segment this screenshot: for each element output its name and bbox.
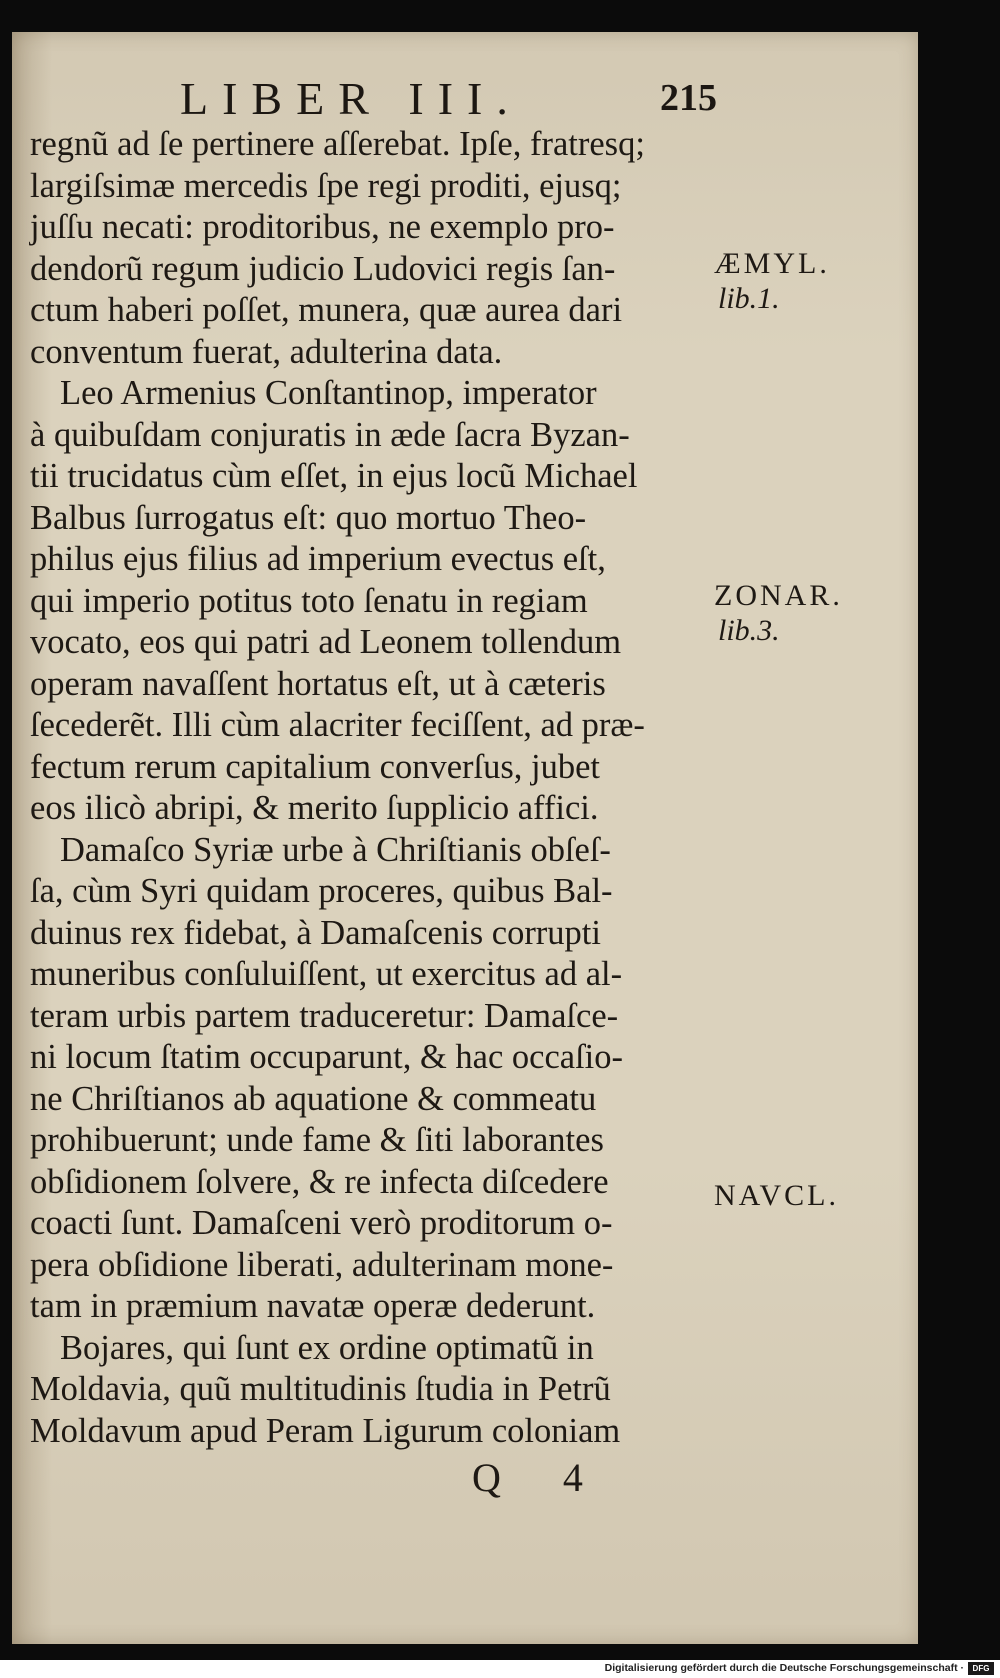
text-line: philus ejus filius ad imperium evectus eſt, <box>30 540 606 578</box>
text-line: juſſu necati: proditoribus, ne exemplo pro- <box>30 208 615 246</box>
margin-note-name: NAVCL. <box>714 1179 839 1212</box>
text-line: conventum fuerat, adulterina data. <box>30 332 503 371</box>
margin-note-name: ÆMYL. <box>714 247 830 280</box>
running-title: LIBER III. <box>180 73 522 124</box>
text-line: muneribus conſuluiſſent, ut exercitus ad al- <box>30 955 623 993</box>
margin-note-aemyl <box>714 246 830 316</box>
text-line: ne Chriſtianos ab aquatione & commeatu <box>30 1079 597 1118</box>
margin-note-name: ZONAR. <box>714 579 843 612</box>
text-line: Damaſco Syriæ urbe à Chriſtianis obſeſ- <box>60 830 611 869</box>
margin-note-ref: lib.3. <box>718 614 780 647</box>
text-line: ni locum ſtatim occuparunt, & hac occaſio- <box>30 1038 624 1076</box>
dfg-logo: DFG <box>968 1662 994 1675</box>
text-line: dendorũ regum judicio Ludovici regis ſan- <box>30 249 616 288</box>
running-head <box>12 66 918 126</box>
text-line: teram urbis partem traduceretur: Damaſce- <box>30 996 619 1035</box>
margin-note-ref: lib.1. <box>718 282 780 315</box>
book-page <box>12 32 918 1644</box>
margin-note-zonar <box>714 578 843 648</box>
text-line: pera obſidione liberati, adulterinam mone- <box>30 1245 614 1284</box>
body-text <box>30 124 680 1452</box>
text-line: eos ilicò abripi, & merito ſupplicio affici. <box>30 789 599 827</box>
text-line: Moldavia, quũ multitudinis ſtudia in Petrũ <box>30 1370 611 1408</box>
text-line: ſa, cùm Syri quidam proceres, quibus Bal- <box>30 872 613 910</box>
text-line: vocato, eos qui patri ad Leonem tollendum <box>30 623 622 661</box>
text-line: coacti ſunt. Damaſceni verò proditorum o- <box>30 1204 613 1242</box>
text-line: qui imperio potitus toto ſenatu in regiam <box>30 581 588 620</box>
text-line: tam in præmium navatæ operæ dederunt. <box>30 1287 596 1325</box>
text-line: ſecederẽt. Illi cùm alacriter feciſſent, ad præ- <box>30 706 645 744</box>
signature-mark: Q 4 <box>472 1455 609 1500</box>
footer-credit: Digitalisierung gefördert durch die Deutsche Forschungsgemeinschaft · <box>604 1662 964 1674</box>
text-line: duinus rex fidebat, à Damaſcenis corrupti <box>30 913 601 952</box>
text-line: ctum haberi poſſet, munera, quæ aurea dari <box>30 291 623 329</box>
margin-note-navcl <box>714 1178 839 1214</box>
footer-bar <box>0 1660 1000 1678</box>
text-line: fectum rerum capitalium converſus, jubet <box>30 747 601 786</box>
page-number: 215 <box>660 77 717 119</box>
text-line: largiſsimæ mercedis ſpe regi proditi, ejusq; <box>30 166 622 205</box>
text-line: Moldavum apud Peram Ligurum coloniam <box>30 1411 621 1450</box>
text-line: Balbus ſurrogatus eſt: quo mortuo Theo- <box>30 498 587 537</box>
text-line: regnũ ad ſe pertinere aſſerebat. Ipſe, fratresq; <box>30 125 645 163</box>
text-line: Leo Armenius Conſtantinop, imperator <box>60 374 597 412</box>
text-line: à quibuſdam conjuratis in æde ſacra Byzan- <box>30 415 630 454</box>
text-line: tii trucidatus cùm eſſet, in ejus locũ Michael <box>30 457 638 495</box>
text-line: prohibuerunt; unde fame & ſiti laborantes <box>30 1121 604 1159</box>
text-line: Bojares, qui ſunt ex ordine optimatũ in <box>60 1328 594 1367</box>
text-line: operam navaſſent hortatus eſt, ut à cæteris <box>30 664 606 703</box>
text-line: obſidionem ſolvere, & re infecta diſcedere <box>30 1162 609 1201</box>
